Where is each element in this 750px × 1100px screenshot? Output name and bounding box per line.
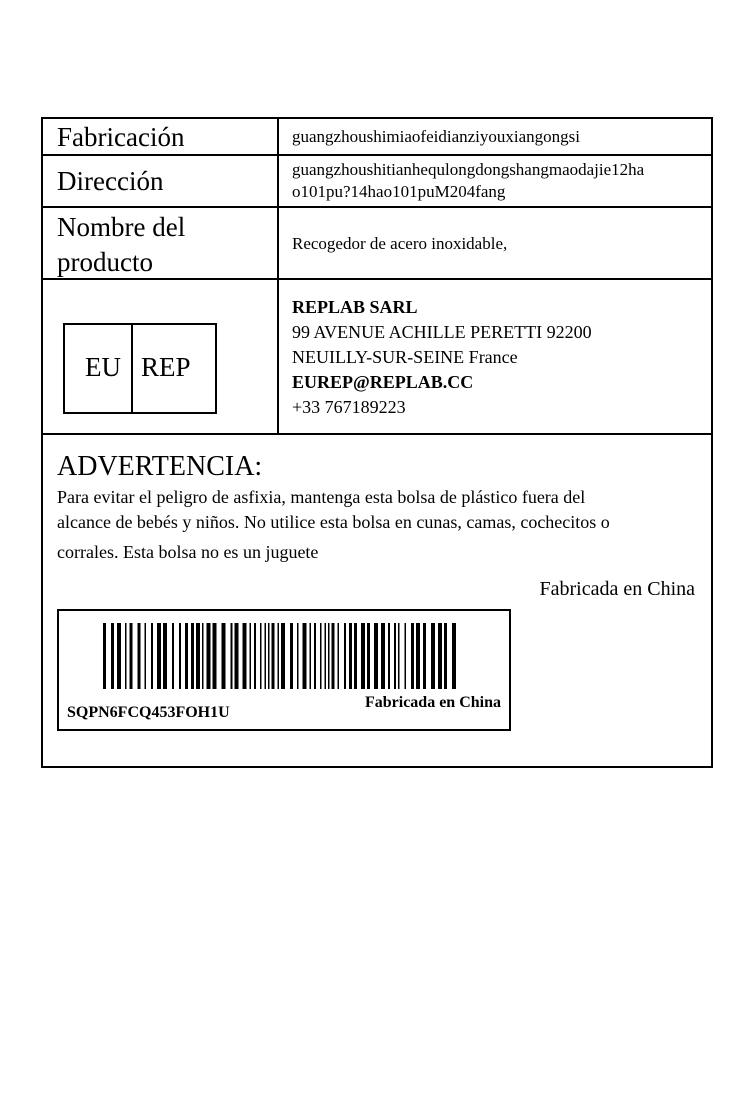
barcode-bar	[411, 623, 414, 689]
barcode-bar	[191, 623, 194, 689]
producto-label-line1: Nombre del	[57, 212, 186, 242]
barcode-bar	[213, 623, 217, 689]
barcode-bar	[332, 623, 335, 689]
barcode-icon	[103, 623, 465, 689]
barcode-bar	[111, 623, 114, 689]
barcode-code: SQPN6FCQ453FOH1U	[67, 704, 230, 721]
barcode-bar	[388, 623, 390, 689]
barcode-bar	[444, 623, 447, 689]
barcode-bar	[272, 623, 275, 689]
barcode-bar	[314, 623, 316, 689]
barcode-bar	[278, 623, 280, 689]
barcode-bar	[268, 623, 270, 689]
row-fabricacion	[43, 119, 711, 156]
eu-rep-company: REPLAB SARL	[292, 297, 418, 317]
eu-rep-badge-eu: EU	[85, 352, 121, 382]
direccion-value-line1: guangzhoushitianhequlongdongshangmaodajie12ha	[292, 160, 645, 179]
barcode-bar	[290, 623, 293, 689]
eu-rep-address-line1: 99 AVENUE ACHILLE PERETTI 92200	[292, 322, 592, 342]
barcode-made-in: Fabricada en China	[364, 694, 501, 711]
barcode-bar	[145, 623, 147, 689]
eu-rep-email: EUREP@REPLAB.CC	[292, 372, 474, 392]
barcode-bar	[250, 623, 252, 689]
barcode-bar	[398, 623, 400, 689]
row-direccion	[43, 156, 711, 208]
row-producto	[43, 208, 711, 280]
barcode-bar	[297, 623, 299, 689]
barcode-bar	[151, 623, 153, 689]
barcode-bar	[310, 623, 312, 689]
warning-title: ADVERTENCIA:	[57, 451, 263, 482]
barcode-bar	[344, 623, 346, 689]
barcode-bar	[281, 623, 285, 689]
barcode-bar	[202, 623, 204, 689]
barcode-bar	[243, 623, 247, 689]
warning-line-3: corrales. Esta bolsa no es un juguete	[57, 542, 319, 562]
barcode-bar	[185, 623, 188, 689]
barcode-bar	[207, 623, 211, 689]
barcode-bar	[438, 623, 442, 689]
barcode-bar	[381, 623, 385, 689]
barcode-bar	[320, 623, 322, 689]
eu-rep-phone: +33 767189223	[292, 397, 406, 417]
made-in-label: Fabricada en China	[539, 578, 695, 600]
barcode-bar	[361, 623, 365, 689]
barcode-bar	[325, 623, 327, 689]
warning-section	[43, 435, 711, 766]
barcode-bar	[196, 623, 200, 689]
barcode-bar	[423, 623, 426, 689]
barcode-bar	[394, 623, 396, 689]
barcode-bar	[222, 623, 226, 689]
barcode-bar	[354, 623, 357, 689]
barcode-bar	[431, 623, 435, 689]
barcode-bar	[349, 623, 352, 689]
barcode-bar	[254, 623, 256, 689]
barcode-bar	[452, 623, 456, 689]
producto-label-line2: producto	[57, 247, 153, 277]
barcode-bar	[374, 623, 378, 689]
barcode-bar	[367, 623, 370, 689]
barcode-bar	[260, 623, 262, 689]
barcode-bar	[103, 623, 106, 689]
direccion-value-line2: o101pu?14hao101puM204fang	[292, 182, 506, 201]
barcode-bar	[163, 623, 167, 689]
barcode-bar	[179, 623, 181, 689]
warning-text	[57, 485, 697, 565]
barcode-bar	[265, 623, 267, 689]
fabricacion-label: Fabricación	[57, 122, 185, 152]
eu-rep-badge	[63, 323, 217, 414]
barcode-bar	[338, 623, 340, 689]
barcode-bar	[125, 623, 127, 689]
barcode-bar	[172, 623, 174, 689]
row-eu-rep	[43, 280, 711, 435]
product-label	[41, 117, 713, 768]
barcode-bar	[117, 623, 121, 689]
warning-line-2: alcance de bebés y niños. No utilice esta bolsa en cunas, camas, cochecitos o	[57, 512, 610, 532]
barcode-bar	[130, 623, 133, 689]
barcode-bar	[235, 623, 239, 689]
barcode-bar	[231, 623, 233, 689]
barcode-bar	[157, 623, 161, 689]
warning-line-1: Para evitar el peligro de asfixia, mantenga esta bolsa de plástico fuera del	[57, 487, 586, 507]
barcode-box	[57, 609, 511, 731]
barcode-bar	[328, 623, 330, 689]
producto-value: Recogedor de acero inoxidable,	[292, 234, 508, 253]
barcode-bar	[138, 623, 141, 689]
barcode-bar	[303, 623, 307, 689]
direccion-label: Dirección	[57, 166, 164, 196]
eu-rep-address-line2: NEUILLY-SUR-SEINE France	[292, 347, 518, 367]
barcode-bar	[405, 623, 407, 689]
barcode-bar	[416, 623, 420, 689]
eu-rep-details	[292, 295, 592, 420]
eu-rep-badge-rep: REP	[141, 352, 191, 382]
fabricacion-value: guangzhoushimiaofeidianziyouxiangongsi	[292, 127, 580, 146]
